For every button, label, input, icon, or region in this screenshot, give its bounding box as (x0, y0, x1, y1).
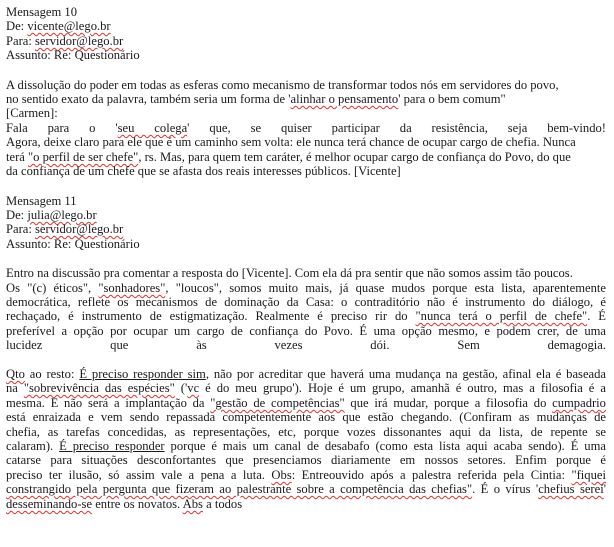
text-span: mesma. E não será a implantação da (6, 396, 211, 410)
from-label: De: (6, 208, 28, 222)
message-11-title: Mensagem 11 (6, 194, 77, 208)
text-span: seu colega (117, 121, 188, 135)
text-span: ao resto: (24, 367, 80, 381)
text-span: no sentido exato da palavra, também seria um forma de ' (6, 92, 291, 106)
p2-line-1 (6, 367, 606, 381)
message-10-from (6, 19, 111, 33)
text-span: , rs. Mas, para quem tem caráter, é melhor ocupar cargo de confiança do Povo, do que (138, 150, 571, 164)
message-10-subject: Assunto: Re: Questionário (6, 48, 140, 62)
p2-line-4: está enraizada e vem sendo repassada competentemente aos que estão chegando. (Confiram as mudanças de (6, 410, 606, 424)
quote-signature: [Carmen]: (6, 106, 58, 120)
text-span: calaram). (6, 439, 60, 453)
text-span: preciso ter ilusão, só assim vale a pena a luta. (6, 468, 272, 482)
text-span: Abs (182, 497, 203, 511)
quote-line-1: A dissolução do poder em todas as esferas como mecanismo de transformar todos nós em servidores do povo, (6, 78, 559, 92)
text-span: "nunca terá o perfil de chefe" (415, 309, 588, 323)
text-span: a todos (202, 497, 243, 511)
p1-line-3: democrática, reflete os mecanismos de dominação da Casa: o contraditório não é instrumento do diálogo, é (6, 295, 606, 309)
message-10-title: Mensagem 10 (6, 5, 77, 19)
text-span: : Entreouvido após a palestra referida pela Cintia: (291, 468, 572, 482)
text-span: , "loucos", somos muito mais, já quase mudos porque esta lista, aparentemente (165, 281, 606, 295)
p2-line-8 (6, 468, 606, 482)
text-span: Fala para o ' (6, 121, 118, 135)
to-email: servidor@lego.br (35, 222, 124, 236)
text-span: "o perfil de ser chefe" (28, 150, 139, 164)
text-span: vc (187, 381, 200, 395)
text-span: É preciso responder sim (79, 367, 206, 381)
text-span: rechaçado, é instrumento de estigmatização. Realmente é preciso rir do (6, 309, 416, 323)
quote-line-2 (6, 92, 506, 106)
text-span: Qto (6, 367, 25, 381)
reply-line-4: da confiança de um chefe que se afasta dos reais interesses públicos. [Vicente] (6, 164, 401, 178)
text-span: "fiquei (571, 468, 606, 482)
from-email: julia@lego.br (27, 208, 97, 222)
text-span: é do meu grupo'). Hoje é um grupo, amanhã é outro, mas a filosofia é a (199, 381, 606, 395)
text-span: , não por acreditar que haverá uma mudança na gestão, afinal ela é baseada (205, 367, 607, 381)
to-email: servidor@lego.br (35, 34, 124, 48)
text-span: alinhar o pensamento (290, 92, 399, 106)
message-10-to (6, 34, 123, 48)
text-span: ' que, se quiser participar da resistência, seja bem-vindo! (187, 121, 606, 135)
message-11-subject: Assunto: Re: Questionário (6, 237, 140, 251)
from-label: De: (6, 19, 28, 33)
text-span: . É o vírus ' (472, 482, 539, 496)
p2-line-9 (6, 482, 606, 496)
reply-line-1 (6, 121, 606, 135)
text-span: constrangido pela pergunta que fizeram ao palestrante sobre a competência das chefias" (6, 482, 473, 496)
from-email: vicente@lego.br (27, 19, 111, 33)
to-label: Para: (6, 34, 36, 48)
p2-line-5: chefia, as tarefas concedidas, as representações, etc, porque vozes dissonantes aqui da lista, de repente se (6, 425, 606, 439)
text-span: É preciso responder (59, 439, 165, 453)
text-span: cumpadrio (552, 396, 606, 410)
text-span: . É (587, 309, 606, 323)
p2-line-3 (6, 396, 606, 410)
reply-line-2: Agora, deixe claro para ele que é um caminho sem volta: ele nunca terá chance de ocupar cargo de chefia. Nunca (6, 135, 576, 149)
text-span: chefius sereí (538, 482, 604, 496)
p1-line-4 (6, 309, 606, 323)
text-span: porque é mais um canal de desabafo (como esta lista aqui acaba sendo). É uma (164, 439, 606, 453)
p1-line-1: Entro na discussão pra comentar a resposta do [Vicente]. Com ela dá pra sentir que não somos assim tão poucos. (6, 266, 573, 280)
p1-line-6: lucidez que às vezes dói. Sem demagogia. (6, 338, 606, 352)
reply-line-3 (6, 150, 571, 164)
text-span: que irá mudar, porque a filosofia do (344, 396, 553, 410)
p2-line-2 (6, 381, 606, 395)
text-span: "sonhadores" (98, 281, 166, 295)
text-span: "gestão de competências" (210, 396, 345, 410)
text-span: na (6, 381, 24, 395)
text-span: (' (174, 381, 188, 395)
p1-line-5: preferível a opção por ocupar um cargo de confiança do Povo. É uma opção mesmo, e podem crer, de uma (6, 324, 606, 338)
message-11-to (6, 222, 123, 236)
p2-line-6 (6, 439, 606, 453)
text-span: entre os novatos. (92, 497, 183, 511)
text-span: desseminando-se (6, 497, 93, 511)
to-label: Para: (6, 222, 36, 236)
text-span: terá (6, 150, 29, 164)
text-span: ' para o bem comum" (398, 92, 506, 106)
text-span: Os "(c) éticos", (6, 281, 99, 295)
p1-line-2 (6, 281, 606, 295)
message-11-from (6, 208, 97, 222)
text-span: Obs (271, 468, 292, 482)
p2-line-7: catarse para situações desconfortantes que presenciamos diariamente em nossos setores. Enfim porque é (6, 453, 606, 467)
p2-line-10 (6, 497, 242, 511)
text-span: "sobrevivência das espécies" (23, 381, 175, 395)
text-span: ' (603, 482, 606, 496)
